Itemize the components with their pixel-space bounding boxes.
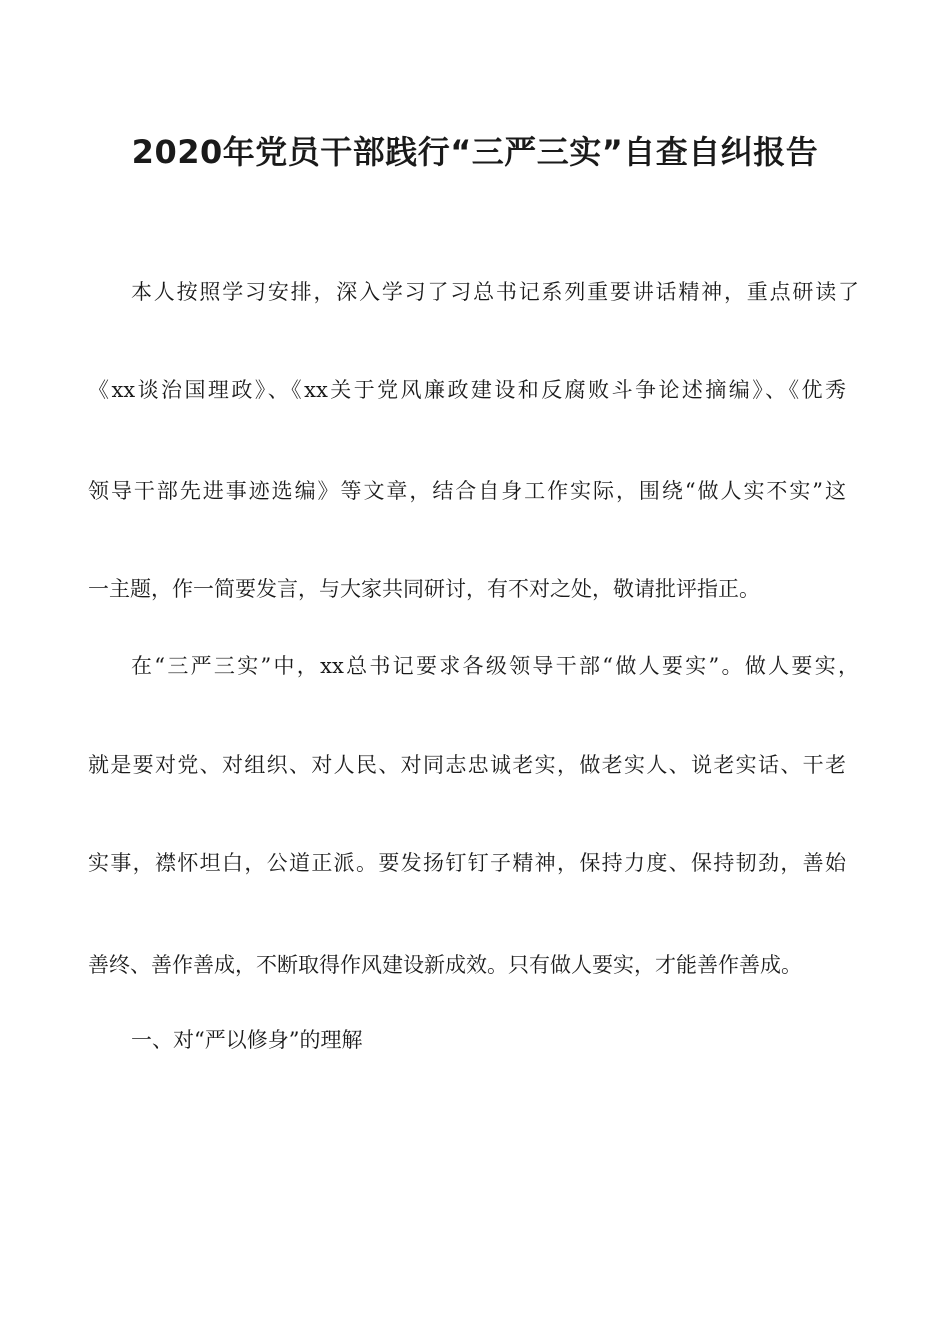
section-heading: 一、对“严以修身”的理解 [131, 1028, 363, 1052]
paragraph-2-line-2: 就是要对党、对组织、对人民、对同志忠诚老实，做老实人、说老实话、干老 [88, 753, 846, 777]
paragraph-1-line-3: 领导干部先进事迹选编》等文章，结合自身工作实际，围绕“做人实不实”这 [88, 479, 846, 503]
paragraph-1-line-1: 本人按照学习安排，深入学习了习总书记系列重要讲话精神，重点研读了 [131, 280, 859, 304]
paragraph-1-line-4: 一主题，作一简要发言，与大家共同研讨，有不对之处，敬请批评指正。 [88, 577, 760, 601]
paragraph-2-line-1: 在“三严三实”中，xx总书记要求各级领导干部“做人要实”。做人要实， [131, 654, 859, 678]
document-title: 2020年党员干部践行“三严三实”自查自纠报告 [131, 133, 819, 171]
paragraph-2-line-4: 善终、善作善成，不断取得作风建设新成效。只有做人要实，才能善作善成。 [88, 953, 802, 977]
paragraph-2-line-3: 实事，襟怀坦白，公道正派。要发扬钉钉子精神，保持力度、保持韧劲，善始 [88, 851, 846, 875]
paragraph-1-line-2: 《xx谈治国理政》、《xx关于党风廉政建设和反腐败斗争论述摘编》、《优秀 [88, 378, 846, 402]
